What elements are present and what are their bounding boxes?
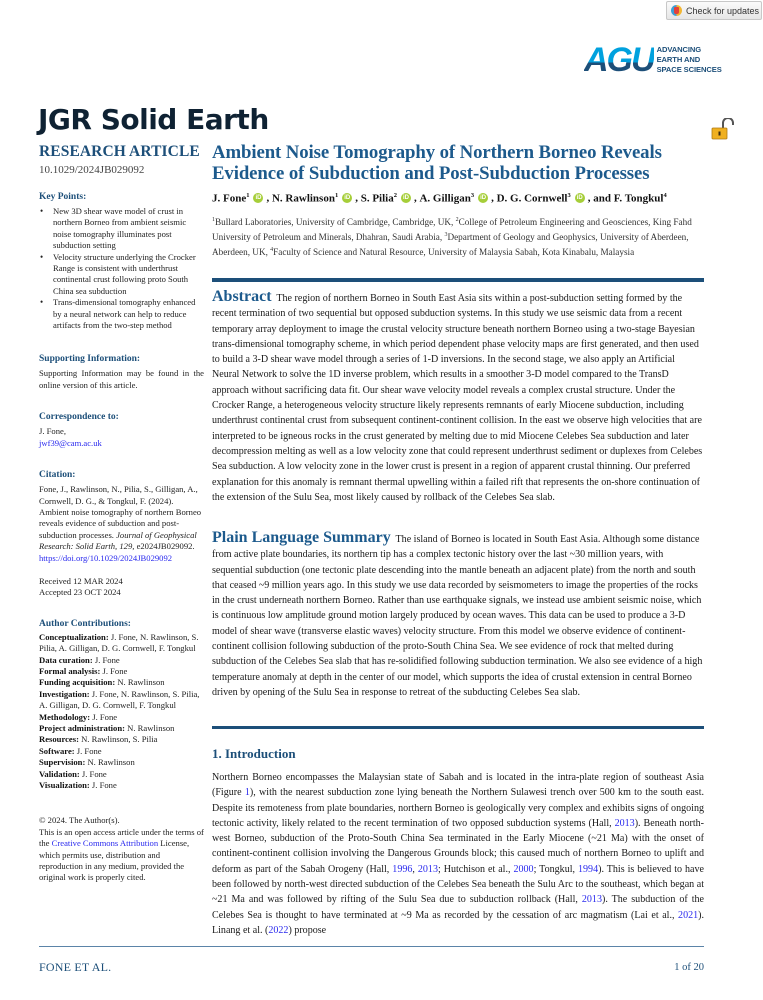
contribution-role: Resources: — [39, 734, 79, 745]
contribution-role: Investigation: — [39, 688, 90, 699]
affiliation-number: 3 — [444, 232, 448, 239]
contribution-role: Formal analysis: — [39, 665, 101, 676]
article-title — [212, 142, 704, 184]
affiliation-text: College of Petroleum Engineering and Geosciences, King Fahd University of Petroleum and Minerals, Dhahran, Saudi Arabia, — [212, 217, 692, 243]
contribution-role: Software: — [39, 745, 75, 756]
correspondence-heading: Correspondence to: — [39, 412, 119, 423]
author-name: N. Rawlinson$^1$ — [271, 192, 339, 205]
author-name: J. Fone$^1$ — [212, 192, 250, 205]
correspondence-email-link[interactable]: jwf39@cam.ac.uk — [39, 437, 102, 448]
citation-text — [39, 484, 204, 564]
citation-link[interactable]: 2013 — [614, 817, 635, 829]
contribution-names: J. Fone — [92, 654, 120, 665]
intro-text-run: ; Tongkul, — [533, 863, 578, 875]
agu-logo-line: ADVANCING — [656, 45, 702, 54]
author-name: S. Pilia$^2$ — [360, 192, 397, 205]
citation-body: Fone, J., Rawlinson, N., Pilia, S., Gilligan, A., Cornwell, D. G., & Tongkul, F. (2024). Ambient noise tomography of northern Borneo reveals evidence of subduction and post-subduction processes. — [39, 484, 202, 540]
copyright-notice: © 2024. The Author(s). — [39, 815, 120, 826]
affiliation-marker: 3 — [470, 192, 475, 199]
contribution-role: Validation: — [39, 768, 80, 779]
contribution-names: J. Fone — [89, 780, 117, 791]
correspondence-name: J. Fone, — [39, 426, 66, 437]
article-doi: 10.1029/2024JB029092 — [39, 164, 145, 176]
author-separator: , — [587, 192, 594, 205]
sidebar — [39, 143, 204, 884]
orcid-icon[interactable]: iD — [576, 195, 583, 202]
contribution-role: Funding acquisition: — [39, 677, 116, 688]
affiliation-text: Bullard Laboratories, University of Cambridge, Cambridge, UK, — [215, 217, 456, 228]
contribution-item — [39, 712, 204, 723]
abstract-section — [212, 289, 704, 505]
key-points-list — [39, 206, 204, 331]
affiliation-marker: 1 — [334, 192, 339, 199]
license-post: License, which permits use, distribution and reproduction in any medium, provided the original work is properly cited. — [39, 838, 190, 883]
key-point: • Velocity structure underlying the Crocker Range is consistent with underthrust continental crust following proto South China sea subduction — [39, 252, 204, 298]
open-lock-icon — [711, 118, 735, 140]
contribution-names: J. Fone — [90, 711, 118, 722]
contribution-item — [39, 689, 204, 712]
affiliation-number: 4 — [270, 247, 274, 254]
intro-text-run: ). Linang et al. ( — [212, 909, 704, 936]
contribution-role: Methodology: — [39, 711, 91, 722]
check-for-updates-button[interactable] — [666, 1, 762, 20]
contribution-role: Data curation: — [39, 654, 93, 665]
citation-link[interactable]: 2021 — [678, 909, 699, 921]
contribution-names: J. Fone, N. Rawlinson, S. Pilia, A. Gilligan, D. G. Cornwell, F. Tongkul — [39, 688, 200, 711]
author-separator: , — [491, 192, 497, 205]
key-point: • New 3D shear wave model of crust in northern Borneo from ambient seismic noise tomography illuminates post subduction setting — [39, 206, 204, 252]
contribution-names: N. Rawlinson, S. Pilia — [78, 734, 158, 745]
introduction-heading: 1. Introduction — [212, 746, 296, 761]
agu-logo-mark: AGU — [584, 41, 654, 79]
footer-divider — [39, 946, 704, 947]
agu-logo[interactable] — [584, 43, 722, 77]
contribution-names: N. Rawlinson — [115, 677, 165, 688]
agu-logo-text — [657, 45, 722, 75]
contribution-item — [39, 723, 204, 734]
author-separator: , — [355, 192, 361, 205]
header-divider — [212, 278, 704, 282]
contribution-item — [39, 655, 204, 666]
contribution-item — [39, 757, 204, 768]
check-for-updates-label: Check for updates — [686, 5, 760, 16]
author-name: A. Gilligan$^3$ — [419, 192, 475, 205]
author-name: D. G. Cornwell$^3$ — [496, 192, 571, 205]
intro-text-run: ), with the nearest subduction zone lying beneath the Northern Sulawesi trench over 500 km to the south east. Despite its remoteness from plate boundaries, northern Borneo is geologically very complex and exhibits signs of ongoing tectonic activity, likely related to the recent termination of two opposed subduction systems (Hall, — [212, 787, 704, 829]
author-name: and F. Tongkul$^4$ — [593, 192, 667, 205]
contribution-names: J. Fone, N. Rawlinson, S. Pilia, A. Gilligan, D. G. Cornwell, F. Tongkul — [39, 631, 199, 654]
affiliation-text: Department of Geology and Geophysics, University of Aberdeen, Aberdeen, UK, — [212, 232, 689, 258]
affiliation-number: 2 — [455, 217, 459, 223]
accepted-date: Accepted 23 OCT 2024 — [39, 587, 121, 598]
crossmark-icon — [671, 5, 682, 16]
citation-link[interactable]: 1994 — [578, 863, 599, 875]
intro-text-run: Northern Borneo encompasses the Malaysian state of Sabah and is located in the intra-plate region of southeast Asia (Figure — [212, 772, 704, 799]
affiliation-marker: 3 — [567, 192, 571, 199]
contribution-names: N. Rawlinson — [85, 757, 135, 768]
license-text — [39, 827, 204, 884]
contribution-names: J. Fone — [100, 665, 128, 676]
citation-doi-link[interactable]: https://doi.org/10.1029/2024JB029092 — [39, 552, 173, 563]
plain-language-summary-heading: Plain Language Summary — [212, 529, 391, 546]
affiliation-number: 1 — [212, 217, 215, 223]
creative-commons-link[interactable]: Creative Commons Attribution — [51, 838, 159, 849]
citation-journal: Journal of Geophysical Research: Solid Earth, 129, — [39, 529, 197, 552]
intro-text-run: ; Hutchison et al., — [437, 863, 514, 875]
contribution-item — [39, 780, 204, 791]
orcid-icon[interactable]: iD — [480, 195, 487, 202]
orcid-icon[interactable]: iD — [344, 195, 351, 202]
running-head: FONE ET AL. — [39, 960, 112, 974]
affiliation-marker: 4 — [663, 192, 667, 199]
citation-link[interactable]: 2013 — [417, 863, 438, 875]
contribution-role: Supervision: — [39, 757, 86, 768]
affiliation-text: Faculty of Science and Natural Resource, University of Malaysia Sabah, Kota Kinabalu, Malaysia — [273, 247, 635, 258]
contribution-role: Project administration: — [39, 723, 126, 733]
intro-text-run: ) propose — [288, 924, 327, 936]
agu-logo-line: EARTH AND — [656, 55, 701, 64]
introduction-text — [212, 770, 704, 938]
journal-title: JGR Solid Earth — [38, 103, 269, 136]
affiliation-marker: 2 — [393, 192, 397, 199]
citation-eid: e2024JB029092. — [136, 541, 195, 552]
citation-link[interactable]: 2013 — [581, 894, 602, 906]
citation-link[interactable]: 1996 — [392, 863, 413, 875]
plain-language-summary-text: The island of Borneo is located in South East Asia. Although some distance from active plate boundaries, its northern tip has a complex tectonic history over the last ~30 million years, with sequential subduction (one tectonic plate descending into the mantle beneath an adjacent plate) from the north and south that ceased ~9 million years ago. In this study we use data recorded by seismometers to image the properties of the rocks in the crust underneath northern Borneo. Rather than use earthquake signals, we instead use ambient seismic noise, which is continuous low amplitude ground motion largely produced by ocean waves. This data can be used to produce a 3-D model of shear wave (transverse elastic waves) velocity structure. From this model we observe evidence of continent-continent collision following subduction of the proto-South China Sea. We see evidence of rock that melted during subduction of the Celebes Sea slab that has re-solidified following subduction termination. We also see evidence of a high temperature anomaly at depth in the center of our model, which supports the idea of crustal extension in central Borneo driven by opening of the Sulu Sea in response to retreat of the subducting Celebes Sea slab. — [212, 534, 703, 698]
page-number: 1 of 20 — [674, 962, 704, 973]
citation-link[interactable]: 2022 — [268, 924, 289, 936]
contributions-list — [39, 632, 204, 792]
license-pre: This is an open access article under the terms of the — [39, 826, 204, 849]
contribution-item — [39, 734, 204, 745]
citation-link[interactable]: 2000 — [513, 863, 534, 875]
summary-divider — [212, 726, 704, 729]
intro-text-run: ). Beneath north-west Borneo, subduction of the Proto-South China Sea terminated in the Early Miocene (~21 Ma) with the onset of continent-continent collision involving the Dangerous Grounds block; this caused much of northern Borneo to uplift and deform as part of the Sabah Orogeny (Hall, — [212, 817, 704, 875]
contribution-role: Visualization: — [39, 780, 90, 791]
article-type: RESEARCH ARTICLE — [39, 143, 200, 160]
author-list — [212, 192, 704, 205]
contribution-item — [39, 677, 204, 688]
orcid-icon[interactable]: iD — [402, 195, 409, 202]
key-point: • Trans-dimensional tomography enhanced by a neural network can help to reduce artifacts from the two-step method — [39, 297, 204, 331]
plain-language-summary-section — [212, 530, 704, 700]
citation-heading: Citation: — [39, 470, 76, 481]
abstract-heading: Abstract — [212, 288, 272, 305]
key-points-heading: Key Points: — [39, 192, 87, 202]
affiliation-marker: 1 — [246, 192, 250, 199]
contribution-names: J. Fone — [79, 768, 107, 779]
abstract-text: The region of northern Borneo in South East Asia sits within a post-subduction setting formed by the recent termination of two sequential but opposed subduction systems. In this study we use seismic data from a recent temporary array deployment to image the crustal velocity structure beneath northern Borneo using a two-stage Bayesian trans-dimensional tomography scheme, in which period dependent phase velocity maps are first generated, and then used to build a 3-D shear wave model through a series of 1-D inversions. In the second stage, we also apply an Artificial Neural Network to solve the 1D inverse problem, which results in a smoother 3-D model compared to the TransD approach without sacrificing data fit. Our shear wave velocity model reveals a complex crustal structure. Under the Crocker Range, a heterogeneous velocity structure likely represents remnants of early Miocene subduction, including underthrust continental crust from subsequent continent-continent collision. In the east we observe high velocities that are interpreted to be igneous rocks in the crust generated by melting due to mid Miocene Celebes Sea subduction and later decompression melting as well as a low velocity zone that could represent underthrust sediment or duplexes from Celebes Sea subduction. A low velocity zone in the lower crust is present in a region of apparent crustal thinning. Our preferred explanation for this anomaly is remnant thermal upwelling within a failed rift that represents the on-shore continuation of the extension of the Sulu Sea, most likely caused by rollback of the Celebes Sea slab. — [212, 293, 703, 503]
intro-text-run: , — [412, 863, 418, 875]
contribution-role: Conceptualization: — [39, 631, 109, 642]
citation-link[interactable]: 1 — [244, 787, 250, 799]
contribution-item — [39, 769, 204, 780]
intro-text-run: ). The subduction of the Celebes Sea is thought to have terminated at ~9 Ma as recorded by the cessation of arc magmatism (Lai et al., — [212, 894, 704, 921]
article-title-text: Ambient Noise Tomography of Northern Borneo Reveals Evidence of Subduction and Post-Subduction Processes — [212, 142, 662, 184]
supporting-info-text: Supporting Information may be found in the online version of this article. — [39, 368, 204, 390]
received-date: Received 12 MAR 2024 — [39, 575, 123, 586]
supporting-info-heading: Supporting Information: — [39, 354, 141, 365]
author-separator: , — [266, 192, 272, 205]
contribution-names: N. Rawlinson — [125, 723, 175, 733]
affiliations — [212, 214, 704, 259]
contributions-heading: Author Contributions: — [39, 618, 131, 629]
intro-text-run: ). This is believed to have been followed by north-west directed subduction of the Celebes Sea beneath the Sulu Arc to the southeast, which began at ~21 Ma and was followed by rifting of the Sulu Sea due to subduction rollback (Hall, — [212, 863, 705, 906]
contribution-item — [39, 632, 204, 655]
author-separator: , — [413, 192, 420, 205]
contribution-item — [39, 666, 204, 677]
agu-logo-line: SPACE SCIENCES — [656, 65, 722, 74]
orcid-icon[interactable]: iD — [255, 195, 262, 202]
contribution-item — [39, 746, 204, 757]
contribution-names: J. Fone — [74, 745, 102, 756]
